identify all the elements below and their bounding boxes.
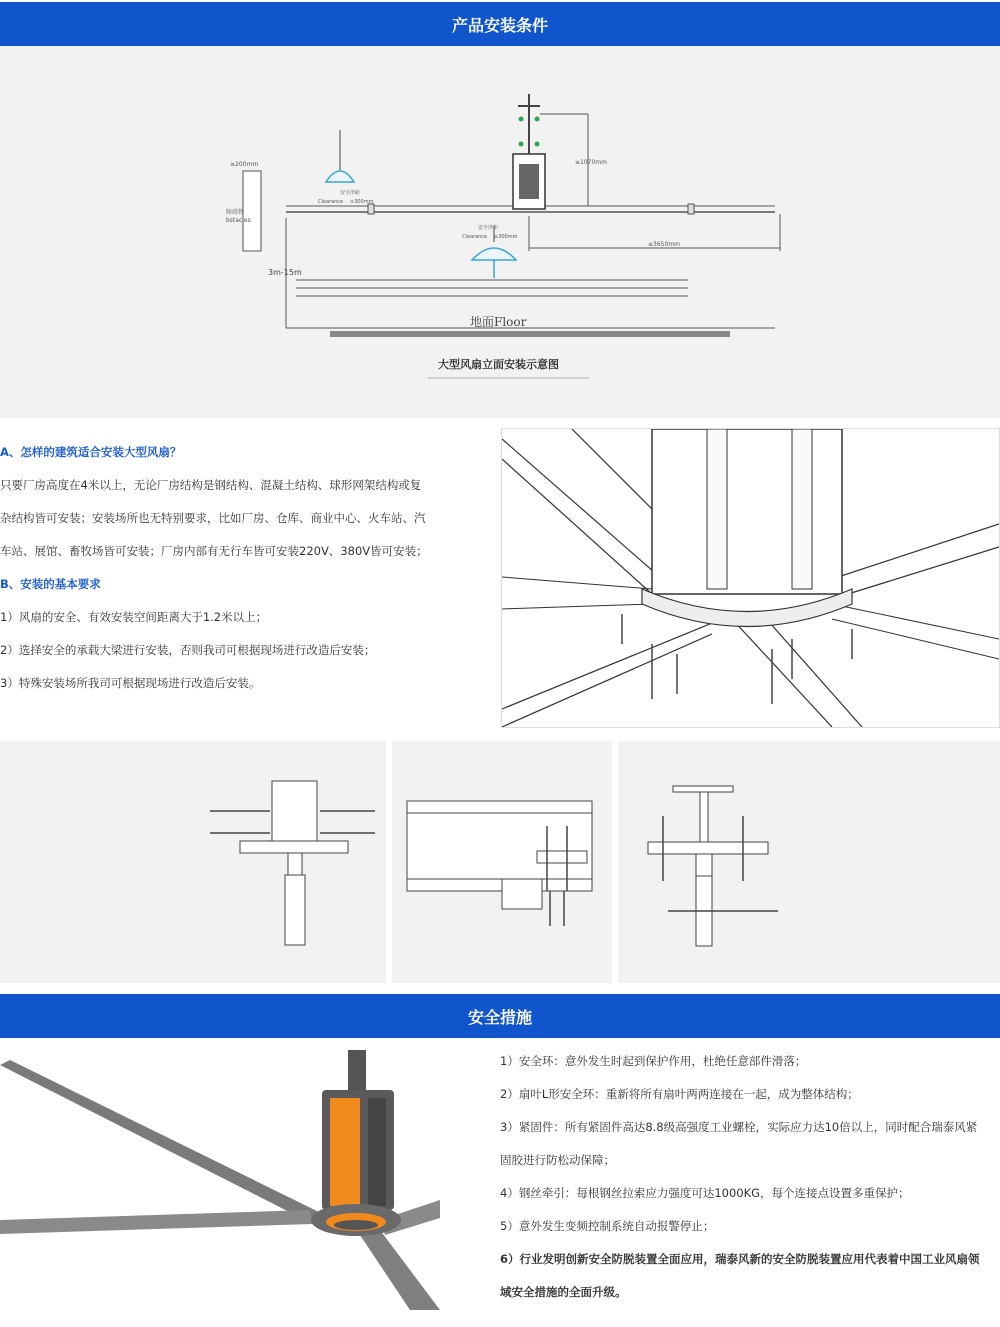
requirement-item: 2）选择安全的承载大梁进行安装，否则我司可根据现场进行改造后安装； xyxy=(0,643,376,657)
safety-item-highlight: 域安全措施的全面升级。 xyxy=(500,1285,627,1299)
clearance1-en: Clearance xyxy=(318,199,344,205)
section-title-install-conditions xyxy=(0,2,1000,46)
lamp2-shade xyxy=(472,248,516,260)
floor-label: 地面Floor xyxy=(470,315,527,329)
section-title-text: 产品安装条件 xyxy=(451,15,548,35)
lamp1-shade xyxy=(326,171,354,182)
safety-item-highlight: 6）行业发明创新安全防脱装置全面应用，瑞泰风新的安全防脱装置应用代表着中国工业风扇领 xyxy=(500,1252,980,1266)
fan-product-drawing xyxy=(0,1050,440,1310)
safety-item: 1）安全环：意外发生时起到保护作用，杜绝任意部件滑落； xyxy=(500,1054,807,1068)
section-title-safety-measures xyxy=(0,994,1000,1038)
clearance1-cn: 安全净距 xyxy=(340,190,361,196)
floor-hatch xyxy=(330,331,730,337)
clearance2-value: ≥300mm xyxy=(494,234,518,240)
paragraph-line: 只要厂房高度在4米以上，无论厂房结构是钢结构、混凝土结构、球形网架结构或复 xyxy=(0,478,422,492)
bracket-image-3 xyxy=(618,741,1000,983)
requirement-item: 3）特殊安装场所我司可根据现场进行改造后安装。 xyxy=(0,676,261,690)
mount-bolt xyxy=(535,117,540,122)
install-requirements-text xyxy=(0,436,490,700)
bracket-drawing-2 xyxy=(392,741,612,983)
elevation-diagram-svg xyxy=(0,46,1000,418)
mount-bolt xyxy=(519,142,524,147)
safety-item: 2）扇叶L形安全环：重新将所有扇叶两两连接在一起，成为整体结构； xyxy=(500,1087,859,1101)
bracket-drawing-3 xyxy=(618,741,1000,983)
install-elevation-diagram xyxy=(0,46,1000,418)
safety-item: 固胶进行防松动保障； xyxy=(500,1153,615,1167)
obstacle-label-en: bstacles xyxy=(226,217,251,224)
clearance1-value: ≥300mm xyxy=(350,199,374,205)
fan-hub-closeup-image xyxy=(501,428,1000,728)
blade-span-label: ≤3650mm xyxy=(648,241,680,248)
clearance2-cn: 安全净距 xyxy=(478,225,499,231)
mount-height-label: ≥1070mm xyxy=(575,159,607,166)
paragraph-line: 杂结构皆可安装；安装场所也无特别要求，比如厂房、仓库、商业中心、火车站、汽 xyxy=(0,511,426,525)
bracket-image-1 xyxy=(0,741,386,983)
fan-product-image xyxy=(0,1050,440,1310)
clearance2-en: Clearance xyxy=(462,234,488,240)
obstacle-wall xyxy=(243,171,261,251)
safety-item: 4）钢丝牵引：每根钢丝拉索应力强度可达1000KG，每个连接点设置多重保护； xyxy=(500,1186,910,1200)
obstacle-label-cn: 障碍物 xyxy=(226,209,245,216)
safety-measures-text xyxy=(500,1045,1000,1309)
fan-hub-drawing xyxy=(502,429,999,727)
safety-item: 5）意外发生变频控制系统自动报警停止； xyxy=(500,1219,715,1233)
fan-motor xyxy=(519,164,539,199)
obstacle-gap-label: ≥200mm xyxy=(230,161,259,168)
diagram-caption: 大型风扇立面安装示意图 xyxy=(438,358,559,371)
height-label: 3m-15m xyxy=(268,268,302,277)
mount-bolt xyxy=(519,117,524,122)
bracket-image-2 xyxy=(392,741,612,983)
blade-joint-right xyxy=(688,204,694,214)
requirement-item: 1）风扇的安全、有效安装空间距离大于1.2米以上； xyxy=(0,610,268,624)
bracket-drawing-1 xyxy=(0,741,386,983)
section-title-text: 安全措施 xyxy=(467,1007,532,1027)
safety-item: 3）紧固件：所有紧固件高达8.8级高强度工业螺栓，实际应力达10倍以上，同时配合瑞泰风紧 xyxy=(500,1120,978,1134)
blade-joint-left xyxy=(368,204,374,214)
question-a-heading: A、怎样的建筑适合安装大型风扇？ xyxy=(0,445,182,459)
paragraph-line: 车站、展馆、畜牧场皆可安装；厂房内部有无行车皆可安装220V、380V皆可安装； xyxy=(0,544,428,558)
question-b-heading: B、安装的基本要求 xyxy=(0,577,101,591)
mount-bolt xyxy=(535,142,540,147)
